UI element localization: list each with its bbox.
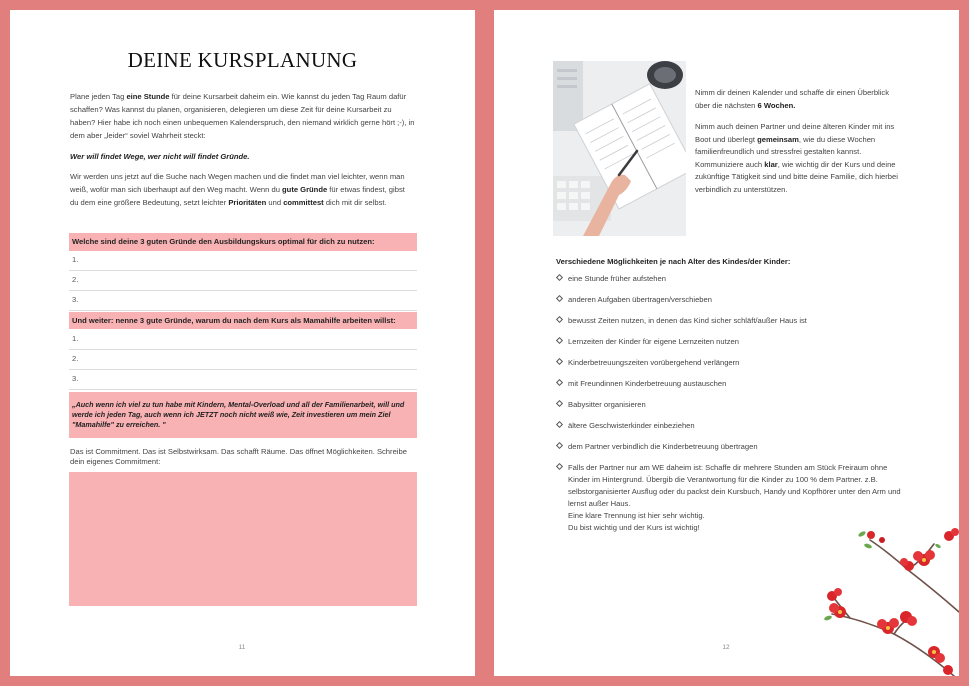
commitment-quote: „Auch wenn ich viel zu tun habe mit Kindern, Mental-Overload und all der Familienarbeit, will und werde ich jeden Tag, auch wenn ich JETZT noch nicht weiß wie, Zeit investieren um mein Ziel "Mamahilfe" zu erreichen. " (69, 392, 417, 438)
list-item: ältere Geschwisterkinder einbeziehen (556, 420, 901, 432)
list-item: dem Partner verbindlich die Kinderbetreuung übertragen (556, 441, 901, 453)
diamond-bullet-icon (556, 337, 563, 344)
page-title: DEINE KURSPLANUNG (127, 48, 358, 72)
intro-paragraph: Plane jeden Tag eine Stunde für deine Kursarbeit daheim ein. Wie kannst du jeden Tag Raum dafür schaffen? Was kannst du planen, organisieren, delegieren um diese Zeit für deine Kursarbeit zu haben? Hier habe ich noch einen unbequemen Kalenderspruch, den niemand wirklich gerne hört ;-), in dem aber „leider“ soviel Wahrheit steckt: (70, 92, 415, 140)
diamond-bullet-icon (556, 379, 563, 386)
list-item: mit Freundinnen Kinderbetreuung austauschen (556, 378, 901, 390)
blossom-branch-illustration (784, 500, 959, 676)
page-number: 11 (238, 644, 246, 651)
diamond-bullet-icon (556, 295, 563, 302)
section1-heading: Welche sind deine 3 guten Gründe den Ausbildungskurs optimal für dich zu nutzen: (69, 233, 417, 251)
search-paragraph: Wir werden uns jetzt auf die Suche nach Wegen machen und die findet man viel leichter, wenn man weiß, wofür man sich überhaupt auf den Weg macht. Wenn du gute Gründe für etwas findest, gibst du dem eine größere Bedeutung, setzt leichter Prioritäten und committest dich mit dir selbst. (70, 172, 405, 207)
reason-line[interactable]: 2. (69, 350, 417, 370)
partner-paragraph: Nimm auch deinen Partner und deine älteren Kinder mit ins Boot und überlegt gemeinsam, wie du diese Wochen familienfreundlich und stressfrei gestalten kannst. Kommuniziere auch klar, wie wichtig dir der Kurs und deine zukünftige Tätigkeit sind und bitte deine Familie, dich hierbei verbindlich zu unterstützen. (695, 122, 898, 194)
list-item: bewusst Zeiten nutzen, in denen das Kind sicher schläft/außer Haus ist (556, 315, 901, 327)
diamond-bullet-icon (556, 316, 563, 323)
list-item: Falls der Partner nur am WE daheim ist: Schaffe dir mehrere Stunden am Stück Freiraum ohne Kinder im Hintergrund. Übergib die Verantwortung für die Kinder zu 100 % dem Partner. z.B. selbstorganisierter Ausflug oder du packst dein Kursbuch, Handy und Kopfhörer unter den Arm und lernst außer Haus. Eine klare Trennung ist hier sehr wichtig. Du bist wichtig und der Kurs ist wichtig! (556, 462, 901, 534)
calendar-paragraph: Nimm dir deinen Kalender und schaffe dir einen Überblick über die nächsten 6 Wochen. (695, 88, 890, 110)
list-item: anderen Aufgaben übertragen/verschieben (556, 294, 901, 306)
right-page (494, 10, 959, 676)
diamond-bullet-icon (556, 358, 563, 365)
commitment-input-box[interactable] (69, 472, 417, 606)
reason-line[interactable]: 3. (69, 370, 417, 390)
reason-line[interactable]: 2. (69, 271, 417, 291)
list-item: Kinderbetreuungszeiten vorübergehend verlängern (556, 357, 901, 369)
list-item: Babysitter organisieren (556, 399, 901, 411)
section2-heading: Und weiter: nenne 3 gute Gründe, warum du nach dem Kurs als Mamahilfe arbeiten willst: (69, 312, 417, 329)
reason-line[interactable]: 3. (69, 291, 417, 311)
diamond-bullet-icon (556, 421, 563, 428)
left-page (10, 10, 475, 676)
blossom-icon (827, 528, 959, 675)
reason-line[interactable]: 1. (69, 251, 417, 271)
planner-photo (553, 61, 686, 236)
commitment-text: Das ist Commitment. Das ist Selbstwirksam. Das schafft Räume. Das öffnet Möglichkeiten. Schreibe dein eigenes Commitment: (70, 447, 407, 466)
options-heading: Verschiedene Möglichkeiten je nach Alter des Kindes/der Kinder: (556, 257, 791, 266)
diamond-bullet-icon (556, 274, 563, 281)
list-item: eine Stunde früher aufstehen (556, 273, 901, 285)
diamond-bullet-icon (556, 400, 563, 407)
reason-line[interactable]: 1. (69, 330, 417, 350)
diamond-bullet-icon (556, 442, 563, 449)
list-item: Lernzeiten der Kinder für eigene Lernzeiten nutzen (556, 336, 901, 348)
diamond-bullet-icon (556, 463, 563, 470)
saying: Wer will findet Wege, wer nicht will findet Gründe. (70, 152, 250, 161)
page-number: 12 (722, 644, 730, 651)
